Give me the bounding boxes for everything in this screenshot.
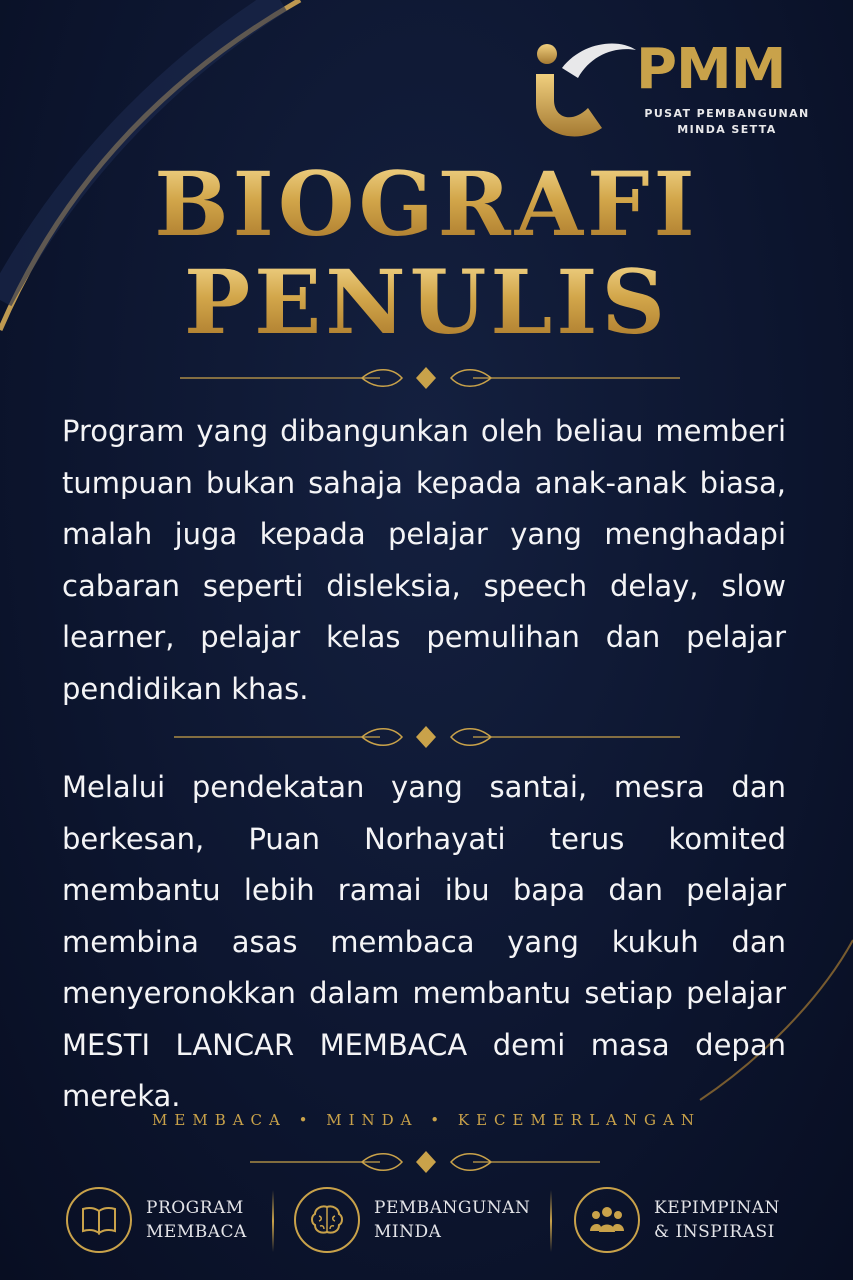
feature-label: PEMBANGUNAN MINDA (374, 1198, 531, 1242)
logo-text: PMM (636, 37, 786, 102)
ornament-divider (0, 722, 853, 752)
logo-subtitle: PUSAT PEMBANGUNAN MINDA SETTA (644, 107, 810, 136)
title-line-2: PENULIS (0, 258, 853, 346)
feature-divider (272, 1190, 274, 1252)
feature-kepimpinan-inspirasi (574, 1182, 780, 1258)
ornament-divider (0, 1147, 853, 1177)
logo-mark-icon (532, 38, 642, 138)
feature-label: PROGRAM MEMBACA (146, 1198, 247, 1242)
brain-icon (294, 1187, 360, 1253)
tagline: MEMBACA • MINDA • KECEMERLANGAN (152, 1111, 701, 1129)
feature-pembangunan-minda (294, 1182, 530, 1258)
biography-paragraph-1: Program yang dibangunkan oleh beliau memberi tumpuan bukan sahaja kepada anak-anak biasa, malah juga kepada pelajar yang menghadapi cabaran seperti disleksia, speech delay, slow learner, pelajar kelas pemulihan dan pelajar pendidikan khas. (62, 414, 786, 706)
feature-program-membaca (66, 1182, 247, 1258)
biography-paragraph-2: Melalui pendekatan yang santai, mesra dan berkesan, Puan Norhayati terus komited membantu lebih ramai ibu bapa dan pelajar membina asas membaca yang kukuh dan menyeronokkan dalam membantu setiap pelajar MESTI LANCAR MEMBACA demi masa depan mereka. (62, 770, 786, 1113)
pmm-logo (532, 38, 822, 138)
book-icon (66, 1187, 132, 1253)
title-line-1: BIOGRAFI (0, 160, 853, 248)
feature-divider (550, 1190, 552, 1252)
feature-row (0, 1182, 853, 1262)
people-icon (574, 1187, 640, 1253)
ornament-divider (0, 363, 853, 393)
feature-label: KEPIMPINAN & INSPIRASI (654, 1198, 780, 1242)
